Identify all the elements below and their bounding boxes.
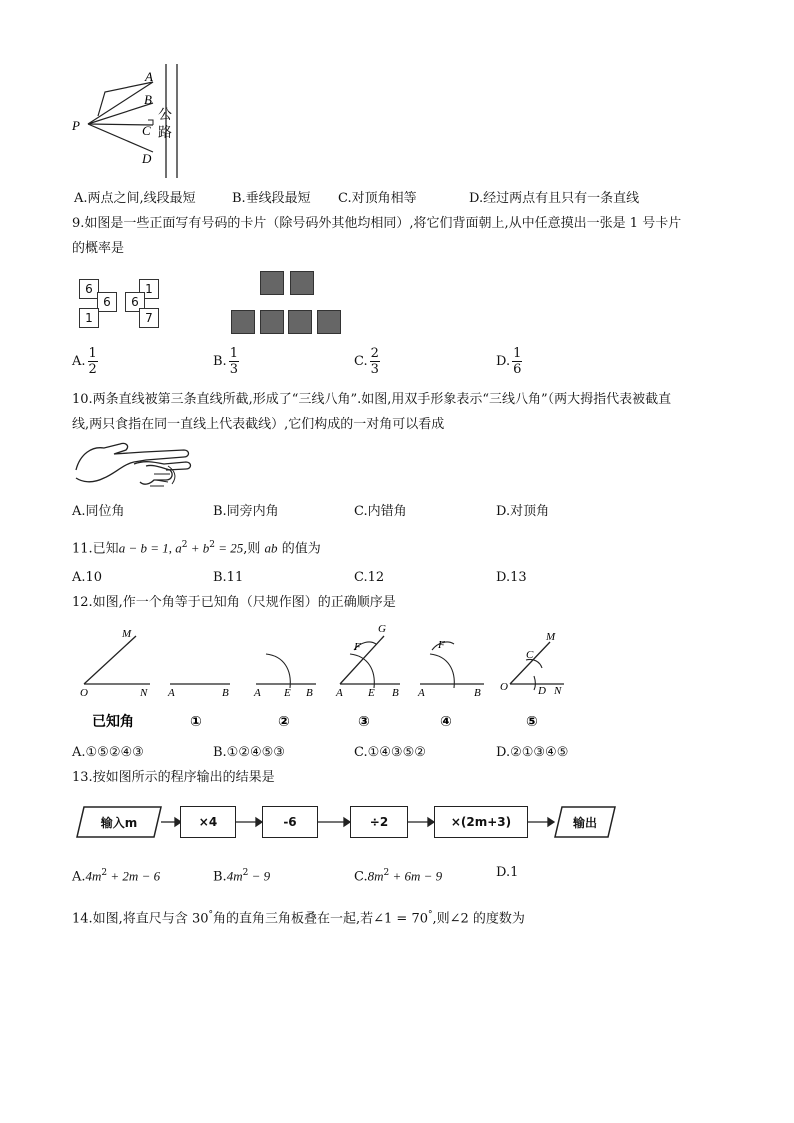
- q12-label-step3: ③: [358, 714, 370, 730]
- q12-option-b: B.①②④⑤③: [213, 745, 285, 760]
- q9-option-c: C. $\frac{2}{3}$: [354, 346, 379, 377]
- q13-step-multiply-expr: ×(2m+3): [434, 806, 528, 838]
- q9-card: 7: [139, 308, 159, 328]
- q12-label-step1: ①: [190, 714, 202, 730]
- q10-stem-line2: 线,两只食指在同一直线上代表截线）,它们构成的一对角可以看成: [72, 417, 445, 432]
- q12-step2: [253, 654, 316, 699]
- q13-option-d: D.1: [496, 865, 519, 880]
- q11-option-b: B.11: [213, 570, 244, 585]
- q11-stem: 11.已知a − b = 1, $a^2 + b^2 = 25$,则 ab 的值为: [72, 540, 321, 557]
- q10-stem-line1: 10.两条直线被第三条直线所截,形成了“三线八角”.如图,用双手形象表示“三线八角”（两大拇指代表被截直: [72, 392, 672, 407]
- q11-option-d: D.13: [496, 570, 527, 585]
- svg-text:B: B: [392, 687, 399, 699]
- svg-text:E: E: [368, 687, 375, 699]
- q8-option-b: B.垂线段最短: [232, 191, 311, 206]
- q12-step4: [417, 639, 484, 699]
- svg-text:G: G: [378, 623, 386, 635]
- q9-card-back: [317, 310, 341, 334]
- q9-option-d: D. $\frac{1}{6}$: [496, 346, 522, 377]
- q9-card-back: [260, 310, 284, 334]
- q8-label-a: A: [145, 69, 153, 84]
- q8-label-d: D: [142, 151, 152, 166]
- q13-step-input: 输入m: [100, 815, 138, 830]
- q8-road-label: 公路: [158, 107, 172, 141]
- svg-text:M: M: [122, 628, 132, 640]
- q9-card: 1: [139, 279, 159, 299]
- q9-stem-line2: 的概率是: [72, 241, 125, 256]
- svg-text:A: A: [254, 687, 261, 699]
- q14-stem: 14.如图,将直尺与含 30°角的直角三角板叠在一起,若∠1 = 70°,则∠2 的度数为: [72, 910, 525, 927]
- q12-given-angle: [80, 628, 150, 699]
- q9-card-back: [288, 310, 312, 334]
- q11-option-a: A.10: [72, 570, 103, 585]
- q13-option-b: $B.4m^2 - 9$: [213, 868, 271, 885]
- q12-option-d: D.②①③④⑤: [496, 745, 569, 760]
- q10-option-c: C.内错角: [354, 504, 407, 519]
- q12-step1: [167, 684, 230, 699]
- q9-card: 1: [79, 308, 99, 328]
- svg-text:F: F: [438, 639, 445, 651]
- q13-step-divide-2: ÷2: [350, 806, 408, 838]
- q12-label-step2: ②: [278, 714, 290, 730]
- svg-text:F: F: [354, 641, 361, 653]
- q10-hands-figure: [74, 440, 194, 492]
- q8-option-a: A.两点之间,线段最短: [74, 191, 196, 206]
- q9-option-a: A. $\frac{1}{2}$: [72, 346, 97, 377]
- q8-figure: [70, 62, 200, 180]
- svg-text:A: A: [336, 687, 343, 699]
- q11-option-c: C.12: [354, 570, 385, 585]
- svg-text:O: O: [80, 687, 88, 699]
- q9-option-b: B. $\frac{1}{3}$: [213, 346, 238, 377]
- q12-label-step5: ⑤: [526, 714, 538, 730]
- svg-text:N: N: [140, 687, 148, 699]
- q13-step-output: 输出: [572, 815, 597, 830]
- svg-text:B: B: [474, 687, 481, 699]
- q9-card-back: [260, 271, 284, 295]
- svg-text:A: A: [418, 687, 425, 699]
- q12-step3: [335, 623, 400, 699]
- q12-construction-figure: [70, 620, 590, 735]
- svg-text:B: B: [222, 687, 229, 699]
- q8-option-d: D.经过两点有且只有一条直线: [469, 191, 640, 206]
- q13-option-a: $A.4m^2 + 2m - 6$: [72, 868, 161, 885]
- q10-option-d: D.对顶角: [496, 504, 550, 519]
- q9-stem-line1: 9.如图是一些正面写有号码的卡片（除号码外其他均相同）,将它们背面朝上,从中任意摸出一张是 1 号卡片: [72, 216, 682, 231]
- svg-text:A: A: [168, 687, 175, 699]
- q8-label-c: C: [142, 123, 151, 138]
- q13-stem: 13.按如图所示的程序输出的结果是: [72, 770, 275, 785]
- q9-card: 6: [79, 279, 99, 299]
- q12-step5: [500, 631, 564, 697]
- q10-option-b: B.同旁内角: [213, 504, 279, 519]
- q10-option-a: A.同位角: [72, 504, 125, 519]
- q8-label-b: B: [144, 92, 152, 107]
- q12-label-given: 已知角: [92, 714, 134, 730]
- svg-text:M: M: [546, 631, 556, 643]
- q9-card-back: [290, 271, 314, 295]
- q12-option-a: A.①⑤②④③: [72, 745, 144, 760]
- svg-text:D: D: [538, 685, 546, 697]
- q9-card-back: [231, 310, 255, 334]
- svg-text:B: B: [306, 687, 313, 699]
- svg-text:N: N: [554, 685, 562, 697]
- q8-label-p: P: [72, 118, 80, 133]
- q13-step-multiply-4: ×4: [180, 806, 236, 838]
- svg-text:E: E: [284, 687, 291, 699]
- svg-text:O: O: [500, 681, 508, 693]
- svg-text:C: C: [526, 649, 534, 661]
- q9-card: 6: [125, 292, 145, 312]
- q8-option-c: C.对顶角相等: [338, 191, 417, 206]
- q12-stem: 12.如图,作一个角等于已知角（尺规作图）的正确顺序是: [72, 595, 396, 610]
- q13-option-c: $C.8m^2 + 6m - 9$: [354, 868, 443, 885]
- q12-label-step4: ④: [440, 714, 452, 730]
- q12-option-c: C.①④③⑤②: [354, 745, 426, 760]
- q9-card: 6: [97, 292, 117, 312]
- q13-step-minus-6: -6: [262, 806, 318, 838]
